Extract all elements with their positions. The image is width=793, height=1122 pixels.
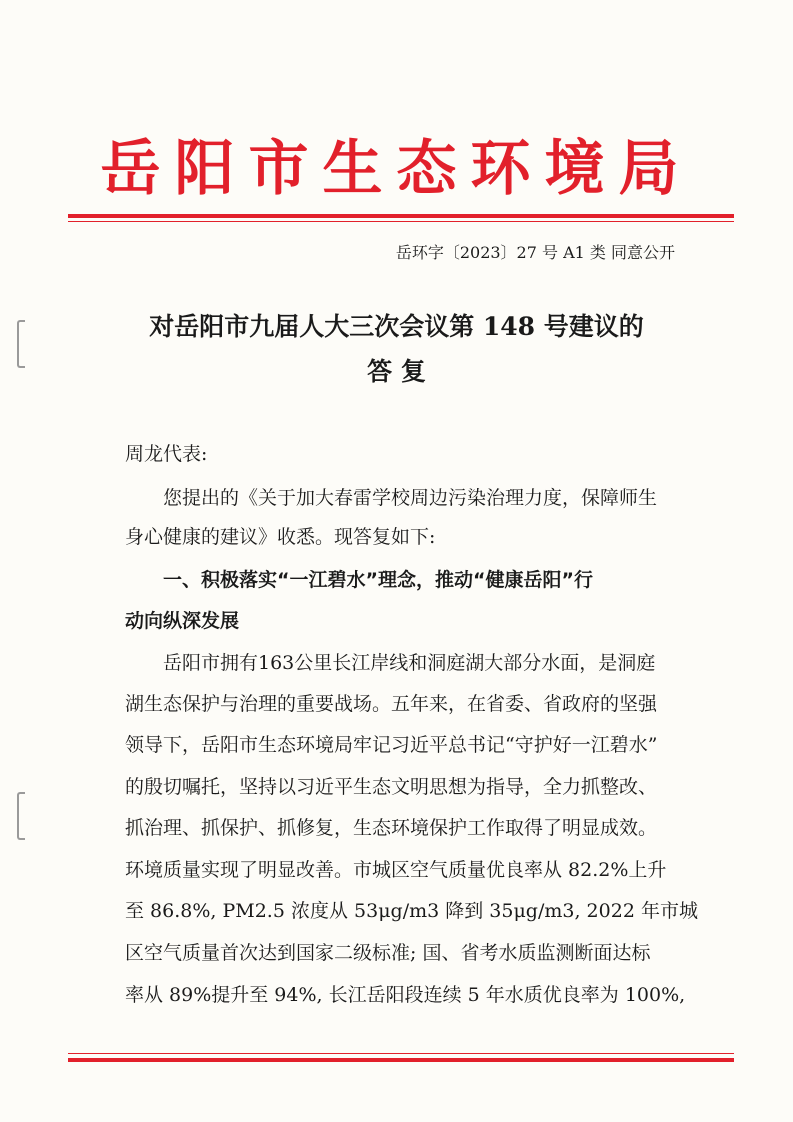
- binder-clip-mark: [17, 320, 25, 368]
- section-heading-line: 一、积极落实“一江碧水”理念，推动“健康岳阳”行: [163, 569, 593, 591]
- salutation: 周龙代表:: [125, 443, 208, 465]
- paragraph-line: 湖生态保护与治理的重要战场。五年来，在省委、省政府的坚强: [125, 693, 658, 715]
- paragraph-line: 率从 89%提升至 94%, 长江岳阳段连续 5 年水质优良率为 100%,: [125, 984, 686, 1006]
- section-heading-line: 动向纵深发展: [125, 610, 240, 632]
- paragraph-line: 区空气质量首次达到国家二级标准; 国、省考水质监测断面达标: [125, 942, 651, 964]
- header-rule-thick: [68, 214, 734, 218]
- document-number: 岳环字〔2023〕27 号 A1 类 同意公开: [395, 243, 675, 262]
- paragraph-line: 您提出的《关于加大春雷学校周边污染治理力度，保障师生: [163, 487, 658, 509]
- paragraph-line: 领导下，岳阳市生态环境局牢记习近平总书记“守护好一江碧水”: [125, 734, 658, 756]
- binder-clip-mark: [17, 792, 25, 840]
- title-line-1: 对岳阳市九届人大三次会议第 148 号建议的: [149, 312, 644, 341]
- paragraph-line: 身心健康的建议》收悉。现答复如下:: [125, 526, 436, 548]
- paragraph-line: 的殷切嘱托，坚持以习近平生态文明思想为指导，全力抓整改、: [125, 776, 658, 798]
- header-rule-thin: [68, 221, 734, 222]
- footer-rule-thin: [68, 1053, 734, 1054]
- title-line-2: 答 复: [367, 357, 426, 386]
- paragraph-line: 环境质量实现了明显改善。市城区空气质量优良率从 82.2%上升: [125, 859, 667, 881]
- footer-rule-thick: [68, 1058, 734, 1062]
- paragraph-line: 岳阳市拥有163公里长江岸线和洞庭湖大部分水面，是洞庭: [163, 652, 656, 674]
- paragraph-line: 至 86.8%, PM2.5 浓度从 53μg/m3 降到 35μg/m3, 2022 年市城: [125, 900, 698, 922]
- masthead-title: 岳阳市生态环境局: [100, 134, 693, 204]
- paragraph-line: 抓治理、抓保护、抓修复，生态环境保护工作取得了明显成效。: [125, 817, 658, 839]
